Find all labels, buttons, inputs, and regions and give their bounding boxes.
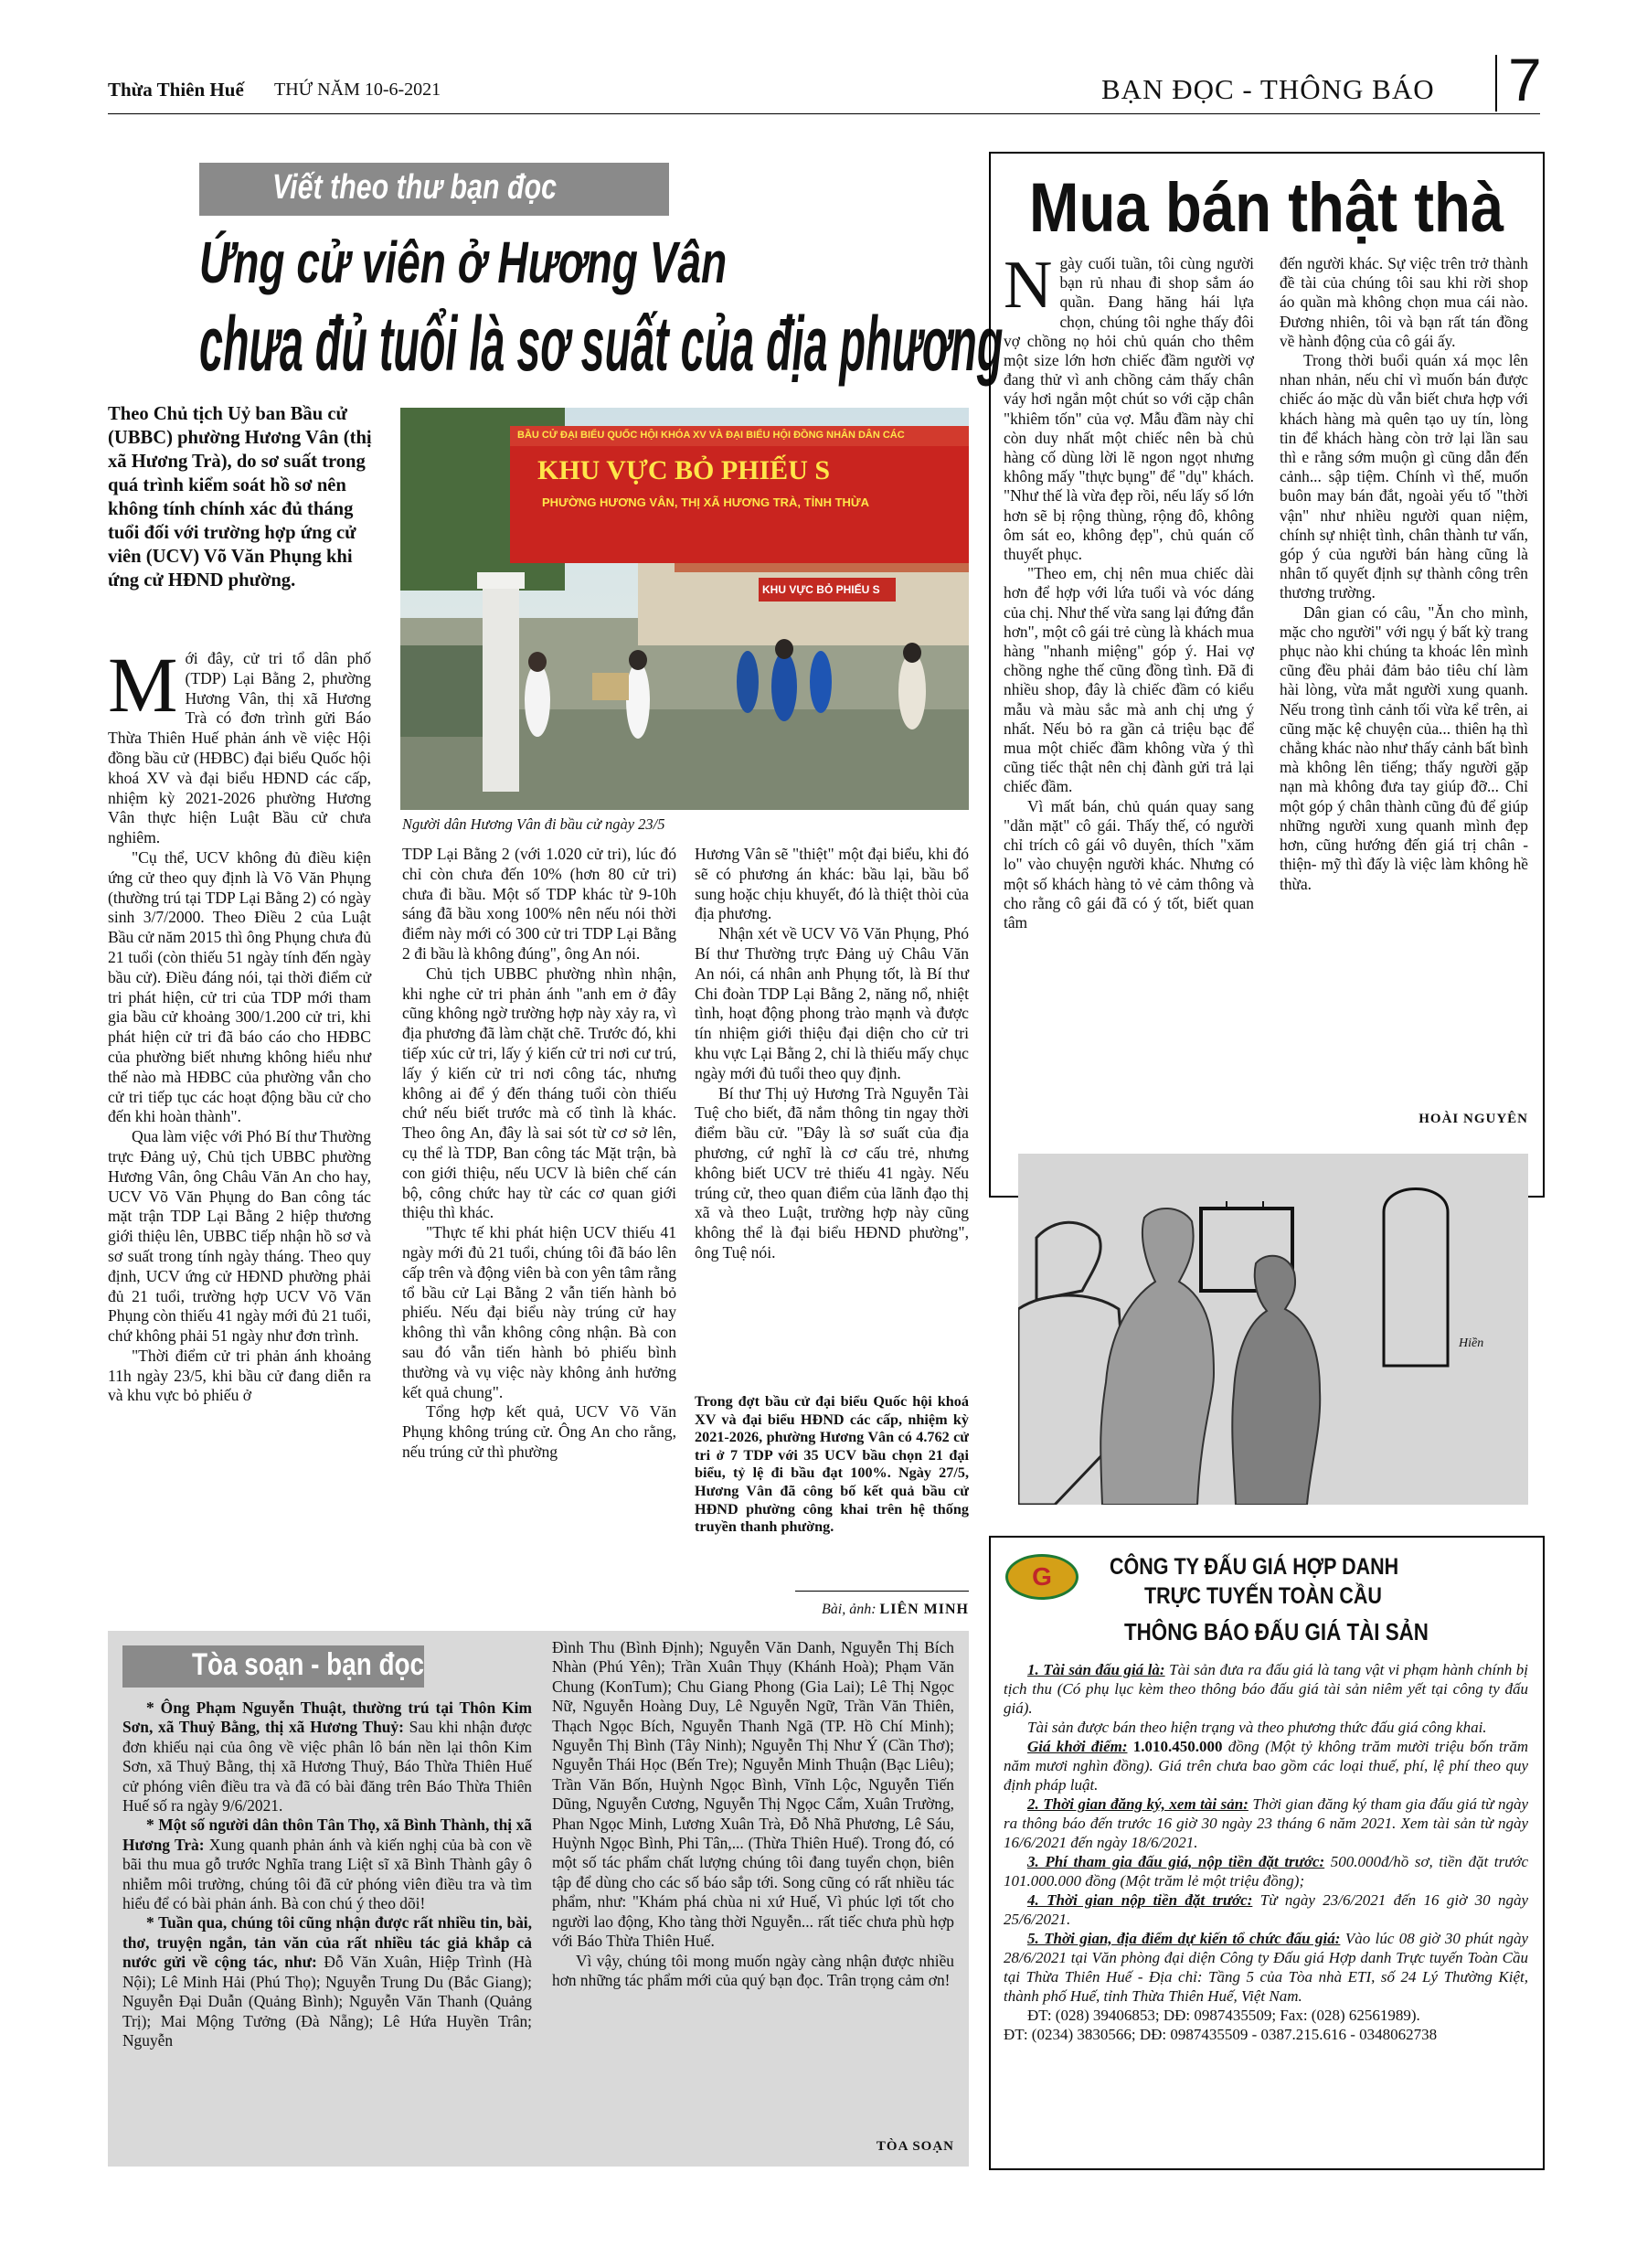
- kicker: Viết theo thư bạn đọc: [272, 168, 558, 207]
- col2-p1: TDP Lại Bằng 2 (với 1.020 cử tri), lúc đó chỉ còn chưa đến 10% (hơn 80 cử tri) chưa đi bầu. Một số TDP khác từ 9-10h sáng đã bầu xong 100% nên nếu nói thời điểm này mới có 300 cử tri TDP Lại Bằng 2 đi bầu là không đúng", ông An nói.: [402, 845, 676, 963]
- headline-line1: Ứng cử viên ở Hương Vân: [199, 229, 728, 295]
- lead-text: Theo Chủ tịch Uỷ ban Bầu cử (UBBC) phường Hương Vân (thị xã Hương Trà), do sơ suất trong quá trình kiểm soát hồ sơ nên không tính chính xác đủ tháng tuổi đối với trường hợp ứng cử viên (UCV) Võ Văn Phụng khi ứng cử HĐND phường.: [108, 404, 372, 591]
- booth-sign: [759, 578, 896, 602]
- letter2-text: Xung quanh phản ánh và kiến nghị của bà con về bãi thu mua gỗ trước Nghĩa trang Liệt sĩ xã Bình Thành gây ô nhiễm môi trường, chúng tôi đã cử phóng viên điều tra và tìm hiểu để có bài phản ánh. Bà con chú ý theo dõi!: [122, 1835, 532, 1913]
- masthead: Thừa Thiên Huế: [108, 79, 244, 101]
- price-value: 1.010.450.000: [1127, 1738, 1223, 1755]
- a2-col2-p2: Trong thời buổi quán xá mọc lên nhan nhản, nếu chỉ vì muốn bán được chiếc áo mặc dù vẫn biết chưa hợp với khách hàng mà quên tạo uy tín, lòng tin để khách hàng còn trở lại lần sau thì e rằng sớm muộn gì cũng dẫn đến cảnh... sập tiệm. Chính vì thế, muốn buôn may bán đắt, ngoài yếu tố "thời vận" như nhiều người quan niệm, chính sự nhiệt tình, chân thành tư vấn, góp ý của người bán hàng cũng là nhân tố quyết định sự thành công trên thương trường.: [1280, 351, 1528, 602]
- col1-p1: ới đây, cử tri tổ dân phố (TDP) Lại Bằng 2, phường Hương Vân, thị xã Hương Trà có đơn trình gửi Báo Thừa Thiên Huế phản ánh về việc Hội đồng bầu cử (HĐBC) đại biểu Quốc hội khoá XV và đại biểu HĐND các cấp, nhiệm kỳ 2021-2026 phường Hương Vân thực hiện Luật Bầu cử chưa nghiêm.: [108, 649, 371, 847]
- article2-col1: [1004, 248, 1254, 932]
- col1-p4: "Thời điểm cử tri phản ánh khoảng 11h ngày 23/5, khi bầu cử đang diễn ra và khu vực bỏ phiếu ở: [108, 1346, 371, 1405]
- byline-label: Bài, ảnh:: [822, 1602, 877, 1617]
- item1-text: Tài sản đưa ra đấu giá là tang vật vi phạm hành chính bị tịch thu (Có phụ lục kèm theo thông báo đấu giá tài sản niêm yết tại công ty đấu giá).: [1004, 1661, 1529, 1717]
- banner-sub-text: PHƯỜNG HƯƠNG VÂN, THỊ XÃ HƯƠNG TRÀ, TỈNH THỪA: [542, 495, 870, 509]
- issue-date: THỨ NĂM 10-6-2021: [274, 80, 441, 100]
- col3-p1: Hương Vân sẽ "thiệt" một đại biểu, khi đó sẽ có phương án khác: bầu lại, bầu bổ sung hoặc chịu khuyết, đó là thiệt thòi của địa phương.: [695, 845, 969, 923]
- booth-sign-text: KHU VỰC BỎ PHIẾU S: [762, 583, 880, 596]
- item2-label: 2. Thời gian đăng ký, xem tài sản:: [1027, 1795, 1249, 1813]
- page-number: 7: [1508, 46, 1542, 113]
- header-divider: [1495, 55, 1497, 112]
- shop-illustration: [1018, 1154, 1528, 1505]
- letter2-recipient: * Một số người dân thôn Tân Thọ, xã Bình Thành, thị xã Hương Trà:: [122, 1815, 532, 1854]
- byline-name: LIÊN MINH: [879, 1602, 969, 1617]
- item5-label: 5. Thời gian, địa điểm dự kiến tổ chức đấu giá:: [1027, 1930, 1341, 1947]
- company-logo: [1005, 1554, 1079, 1600]
- notice-body: [1004, 1660, 1528, 2044]
- item3-label: 3. Phí tham gia đấu giá, nộp tiền đặt trước:: [1027, 1853, 1325, 1870]
- letters-col2: [552, 1638, 954, 1990]
- banner-top-text: BẦU CỬ ĐẠI BIỂU QUỐC HỘI KHÓA XV VÀ ĐẠI BIỂU HỘI ĐỒNG NHÂN DÂN CÁC: [517, 430, 905, 441]
- item5-text: Vào lúc 08 giờ 30 phút ngày 28/6/2021 tại Văn phòng đại diện Công ty Đấu giá Hợp danh Trực tuyến Toàn Cầu tại Thừa Thiên Huế - Địa chỉ: Tầng 5 của Tòa nhà ETI, số 24 Lý Thường Kiệt, thành phố Huế, tỉnh Thừa Thiên Huế, Việt Nam.: [1004, 1930, 1529, 2005]
- article2-col2: [1280, 254, 1528, 894]
- company-name-1: CÔNG TY ĐẤU GIÁ HỢP DANH: [1110, 1554, 1399, 1580]
- letter3-recipient: * Tuần qua, chúng tôi cũng nhận được rất nhiều tin, bài, thơ, truyện ngắn, tản văn của rất nhiều tác giả khắp cả nước gửi về cộng tác, như:: [122, 1913, 532, 1972]
- dropcap: M: [108, 641, 178, 729]
- photo-caption: Người dân Hương Vân đi bầu cử ngày 23/5: [402, 815, 665, 833]
- item4-text: Từ ngày 23/6/2021 đến 16 giờ 30 ngày 25/6/2021.: [1004, 1891, 1529, 1928]
- article1-col3: [695, 845, 969, 1263]
- headline-line2: chưa đủ tuổi là sơ suất của địa phương: [199, 301, 1004, 387]
- notice-title: THÔNG BÁO ĐẤU GIÁ TÀI SẢN: [1124, 1618, 1429, 1645]
- col2-p2: Chủ tịch UBBC phường nhìn nhận, khi nghe cử tri phản ánh "anh em ở đây cũng không ngờ trường hợp này xảy ra, vì địa phương đã làm chặt chẽ. Trước đó, khi tiếp xúc cử tri, lấy ý kiến cử tri nơi cư trú, lấy ý kiến cử tri nơi công tác, nhưng không ai để ý đến tháng tuổi còn thiếu chứ nếu biết trước mà cố tình là khác. Theo ông An, đây là sai sót từ cơ sở lên, cụ thể là TDP, Ban công tác Mặt trận, bà con giới thiệu, nếu UCV là biên chế cán bộ, công chức hay từ các cơ quan giới thiệu thì khác.: [402, 964, 676, 1222]
- article1-byline: [786, 1602, 969, 1618]
- a2-col1-p3: Vì mất bán, chủ quán quay sang "dằn mặt" cô gái. Thấy thế, có người chỉ trích cô gái vô duyên, thích "xăm lo" vào chuyện người khác. Nhưng có một số khách hàng tỏ vẻ cảm thông và cho rằng cô gái đã có ý tốt, biết quan tâm: [1004, 796, 1254, 932]
- col3-p2: Nhận xét về UCV Võ Văn Phụng, Phó Bí thư Thường trực Đảng uỷ Châu Văn An nói, cá nhân anh Phụng tốt, là Bí thư Chi đoàn TDP Lại Bằng 2, năng nổ, nhiệt tình, hoạt động phong trào mạnh và được tín nhiệm giới thiệu đại diện cho cử tri khu vực Lại Bằng 2, chỉ là thiếu mấy chục ngày mới đủ tuổi theo quy định.: [695, 924, 969, 1082]
- illustration-drawing: [1018, 1154, 1528, 1505]
- banner-main-text: KHU VỰC BỎ PHIẾU S: [537, 455, 831, 485]
- phone-line-2: ĐT: (0234) 3830566; DĐ: 0987435509 - 0387.215.616 - 0348062738: [1004, 2026, 1438, 2043]
- item1-text2: Tài sản được bán theo hiện trạng và theo phương thức đấu giá công khai.: [1027, 1719, 1487, 1736]
- a2-col1-p1: gày cuối tuần, tôi cùng người bạn rủ nhau đi shop sắm áo quần. Đang hăng hái lựa chọn, chúng tôi nghe thấy đôi vợ chồng nọ hỏi chủ quán cho thêm một size lớn hơn chiếc đầm người vợ đang thử vì anh chồng cảm thấy chân váy hơi ngắn một chút so với cặp chân "khiêm tốn" của vợ. Mẫu đầm này chỉ còn duy nhất một chiếc nên bà chủ hàng cố dùng lời lẽ ngon ngọt nhưng không mấy "thực bụng" để "dụ" khách. "Như thế là vừa đẹp rồi, nếu lấy số lớn hơn sẽ bị rộng thùng, rộng đô, không ôm sát eo, không đẹp", chủ quán cố thuyết phục.: [1004, 254, 1254, 564]
- byline-rule: [795, 1591, 969, 1592]
- header-rule: [108, 113, 1540, 114]
- letter1-recipient: * Ông Phạm Nguyễn Thuật, thường trú tại Thôn Kim Sơn, xã Thuỷ Bằng, thị xã Hương Thuỷ:: [122, 1698, 532, 1737]
- letters-banner: Tòa soạn - bạn đọc: [192, 1647, 425, 1682]
- letters-col2-p2: Vì vậy, chúng tôi mong muốn ngày càng nhận được nhiều hơn những tác phẩm mới của quý bạn đọc. Trân trọng cảm ơn!: [552, 1951, 954, 1989]
- sidebar-text: Trong đợt bầu cử đại biểu Quốc hội khoá XV và đại biểu HĐND các cấp, nhiệm kỳ 2021-2026, phường Hương Vân có 4.762 cử tri ở 7 TDP với 35 UCV bầu chọn 21 đại biểu, tỷ lệ đi bầu đạt 100%. Ngày 27/5, Hương Vân đã công bố kết quả bầu cử HĐND phường công khai trên hệ thống truyền thanh phường.: [695, 1393, 969, 1536]
- item2-text: Thời gian đăng ký tham gia đấu giá từ ngày ra thông báo đến trước 16 giờ 30 ngày 23 tháng 6 năm 2021. Xem tài sản từ ngày 16/6/2021 đến ngày 18/6/2021.: [1004, 1795, 1528, 1851]
- col2-p3: "Thực tế khi phát hiện UCV thiếu 41 ngày mới đủ 21 tuổi, chúng tôi đã báo lên cấp trên và động viên bà con yên tâm rằng tổ bầu cử Lại Bằng 2 vẫn tiến hành bỏ phiếu. Nếu đại biểu này trúng cử hay không thì vẫn không công nhận. Bà con sau đó vẫn tiến hành bỏ phiếu bình thường và vụ việc này không ảnh hưởng kết quả chung".: [402, 1223, 676, 1401]
- article1-col2: [402, 845, 676, 1463]
- letter3-text: Đỗ Văn Xuân, Hiệp Trình (Hà Nội); Lê Minh Hải (Phú Thọ); Nguyễn Trung Du (Bắc Giang); Nguyễn Đại Duẫn (Quảng Bình); Nguyễn Văn Thanh (Quảng Trị); Mai Mộng Tưởng (Đà Nẵng); Lê Hứa Huyền Trân; Nguyễn: [122, 1953, 532, 2050]
- letters-signature: TÒA SOẠN: [876, 2139, 954, 2154]
- article1-col1: [108, 641, 371, 1406]
- col1-p2: "Cụ thể, UCV không đủ điều kiện ứng cử theo quy định là Võ Văn Phụng (thường trú tại TDP Lại Bằng 2) có ngày sinh 3/7/2000. Theo Điều 2 của Luật Bầu cử năm 2015 thì ông Phụng chưa đủ 21 tuổi (còn thiếu 51 ngày tính đến ngày bầu cử). Điều đáng nói, tại thời điểm cử tri phát hiện, cử tri của TDP mới tham gia bầu cử khoảng 300/1.200 cử tri, khi phát hiện cử tri đã báo cáo cho HĐBC của phường biết nhưng không hiểu như thế nào mà HĐBC của phường vẫn cho cử tri tiếp tục các hoạt động bầu cử cho đến khi hoàn thành".: [108, 847, 371, 1126]
- col2-p4: Tổng hợp kết quả, UCV Võ Văn Phụng không trúng cử. Ông An cho rằng, nếu trúng cử thì phường: [402, 1402, 676, 1461]
- election-photo: [400, 408, 969, 810]
- illustration-signature: Hiền: [1459, 1336, 1484, 1350]
- article1-lead: [108, 402, 373, 592]
- price-label: Giá khởi điểm:: [1027, 1738, 1128, 1755]
- logo-letter: G: [1032, 1562, 1052, 1591]
- letters-col1: [122, 1698, 532, 2050]
- letter1-text: Sau khi nhận được đơn khiếu nại của ông về việc phân lô bán nền lại thôn Kim Sơn, xã Thuỷ Bằng, thị xã Hương Thuỷ, Báo Thừa Thiên Huế cử phóng viên điều tra và đã có bài đăng trên Báo Thừa Thiên Huế số ra ngày 9/6/2021.: [122, 1718, 532, 1815]
- a2-col2-p1: đến người khác. Sự việc trên trở thành đề tài của chúng tôi sau khi rời shop áo quần mà không chọn mua cái nào. Đương nhiên, tôi và bạn rất tán đồng về hành động của cô gái ấy.: [1280, 254, 1528, 350]
- phone-line-1: ĐT: (028) 39406853; DĐ: 0987435509; Fax: (028) 62561989).: [1027, 2007, 1420, 2024]
- a2-col1-p2: "Theo em, chị nên mua chiếc dài hơn để hợp với lứa tuổi và vóc dáng của chị. Như thế vừa sang lại đứng đắn hơn", một cô gái trẻ cùng là khách mua hàng "nhanh miệng" góp ý. Hai vợ chồng nghe thế cũng đồng tình. Đã đi nhiều shop, đây là chiếc đầm có kiểu mẫu và màu sắc mà anh chị ưng ý nhất. Nếu bỏ ra gần cả triệu bạc để mua một chiếc đầm không vừa ý thì cũng tiếc thật nên chị đành gửi trả lại chiếc đầm.: [1004, 564, 1254, 796]
- section-title: BẠN ĐỌC - THÔNG BÁO: [1101, 73, 1435, 105]
- item1-label: 1. Tài sản đấu giá là:: [1027, 1661, 1165, 1678]
- company-name-2: TRỰC TUYẾN TOÀN CẦU: [1144, 1583, 1382, 1609]
- article1-sidebar: [695, 1393, 969, 1537]
- a2-col2-p3: Dân gian có câu, "Ăn cho mình, mặc cho người" với ngụ ý bất kỳ trang phục nào khi chúng ta khoác lên mình cũng đều phải đảm bảo tiêu chí làm hài lòng, vừa mắt người xung quanh. Nếu trong tình cảnh tối vừa kể trên, ai cũng mặc kệ chuyện của... thiên hạ thì chẳng khác nào như thấy cảnh bất bình mà không lên tiếng; thấy người gặp nạn mà không đưa tay giúp đỡ... Chỉ một góp ý chân thành cũng đủ để giúp những người xung quanh mình đẹp hơn, cũng hướng đến giá trị chân - thiện- mỹ thì đấy là việc làm không hề thừa.: [1280, 602, 1528, 893]
- col1-p3: Qua làm việc với Phó Bí thư Thường trực Đảng uỷ, Chủ tịch UBBC phường Hương Vân, ông Châu Văn An cho hay, UCV Võ Văn Phụng do Ban công tác mặt trận TDP Lại Bằng 2 hiệp thương giới thiệu lên, UBBC tiếp nhận hồ sơ và sơ suất trong tính ngày tháng. Theo quy định, UCV ứng cử HĐND phường phải đủ 21 tuổi, trường hợp UCV Võ Văn Phụng còn thiếu 41 ngày mới đủ 21 tuổi, chứ không phải 51 ngày như đơn trình.: [108, 1127, 371, 1346]
- item4-label: 4. Thời gian nộp tiền đặt trước:: [1027, 1891, 1253, 1909]
- article2-author: HOÀI NGUYÊN: [1419, 1112, 1528, 1126]
- article2-title: Mua bán thật thà: [1029, 169, 1504, 247]
- item3-text: 500.000đ/hồ sơ, tiền đặt trước 101.000.000 đồng (Một trăm lẻ một triệu đồng);: [1004, 1853, 1529, 1890]
- price-text: đồng (Một tỷ không trăm mười triệu bốn trăm năm mươi nghìn đồng). Giá trên chưa bao gồm các loại thuế, phí, lệ phí theo quy định pháp luật.: [1004, 1738, 1529, 1794]
- letters-col2-p1: Đình Thu (Bình Định); Nguyễn Văn Danh, Nguyễn Thị Bích Nhàn (Phú Yên); Trần Xuân Thụy (Khánh Hoà); Phạm Văn Chung (KonTum); Chu Giang Phong (Gia Lai); Lê Thị Ngọc Nữ, Nguyễn Hoàng Duy, Lê Nguyễn Ngữ, Trần Văn Thiên, Thạch Ngọc Bích, Nguyễn Thanh Ngã (TP. Hồ Chí Minh); Nguyễn Thị Bình (Tây Ninh); Nguyễn Thị Như Ý (Cần Thơ); Nguyễn Thái Học (Bến Tre); Nguyễn Minh Thuận (Bạc Liêu); Trần Văn Bốn, Huỳnh Ngọc Bình, Vĩnh Lộc, Nguyễn Tiến Dũng, Nguyễn Cương, Nguyễn Thị Ngọc Cẩm, Xuân Trường, Phan Ngọc Minh, Lương Xuân Trà, Đỗ Nhã Phương, Lê Sáu, Huỳnh Ngọc Bình, Phi Tân,... (Thừa Thiên Huế). Trong đó, có một số tác phẩm chất lượng chúng tôi đang tuyển chọn, biên tập để dùng cho các số báo sắp tới. Song cũng có rất nhiều tác phẩm, như: "Khám phá chùa ni xứ Huế, Vì phúc lợi tốt cho người lao động, Kho tàng thời Nguyễn... rất tiếc chưa phù hợp với Báo Thừa Thiên Huế.: [552, 1638, 954, 1951]
- col3-p3: Bí thư Thị uỷ Hương Trà Nguyễn Tài Tuệ cho biết, đã nắm thông tin ngay thời điểm bầu cử. "Đây là sơ suất của địa phương, cứ nghĩ là cơ cấu trẻ, nhưng không biết UCV trẻ thiếu 41 ngày. Nếu trúng cử, theo quan điểm của lãnh đạo thị xã và theo Luật, trường hợp này cũng không thể là đại biểu HĐND phường", ông Tuệ nói.: [695, 1083, 969, 1262]
- article2-dropcap: N: [1004, 248, 1053, 323]
